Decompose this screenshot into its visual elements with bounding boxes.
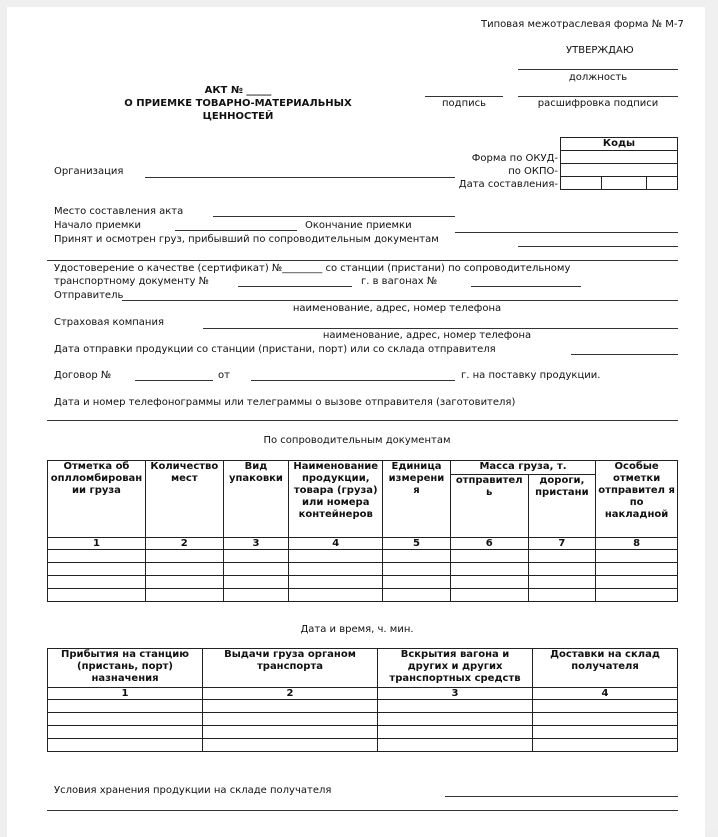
scrollbar[interactable] bbox=[705, 0, 718, 829]
start-label: Начало приемки bbox=[54, 220, 141, 231]
okud-label: Форма по ОКУД- bbox=[471, 153, 558, 164]
table1-caption: По сопроводительным документам bbox=[263, 435, 451, 446]
col-delivery-header: Доставки на склад получателя bbox=[533, 649, 678, 688]
okud-cell[interactable] bbox=[561, 151, 678, 164]
act-title: АКТ № _____ bbox=[204, 85, 272, 96]
wagons-label: г. в вагонах № bbox=[361, 276, 438, 287]
documents-table bbox=[47, 460, 678, 602]
signature-decode-line[interactable] bbox=[518, 96, 678, 97]
date-label: Дата составления- bbox=[458, 179, 558, 190]
signature-line[interactable] bbox=[425, 96, 503, 97]
table2-number-row: 1 2 3 4 bbox=[48, 688, 678, 700]
position-caption: должность bbox=[568, 72, 628, 83]
contract-from-label: от bbox=[218, 370, 230, 381]
accepted-field[interactable] bbox=[518, 246, 678, 247]
position-line[interactable] bbox=[518, 69, 678, 70]
col-unit-header: Единица измерени я bbox=[383, 461, 451, 538]
okpo-cell[interactable] bbox=[561, 164, 678, 177]
date-cell-1[interactable] bbox=[561, 177, 602, 190]
approve-label: УТВЕРЖДАЮ bbox=[566, 45, 634, 56]
start-field[interactable] bbox=[175, 230, 297, 231]
table-row[interactable] bbox=[48, 713, 678, 726]
col-product-header: Наименование продукции, товара (груза) или номера контейнеров bbox=[289, 461, 383, 538]
table-row[interactable] bbox=[48, 726, 678, 739]
date-cell-3[interactable] bbox=[647, 177, 678, 190]
okpo-label: по ОКПО- bbox=[508, 166, 558, 177]
organization-label: Организация bbox=[54, 166, 124, 177]
sender-label: Отправитель bbox=[54, 290, 124, 301]
col-notes-header: Особые отметки отправител я по накладной bbox=[596, 461, 678, 538]
contract-label: Договор № bbox=[54, 370, 112, 381]
col-arrival-header: Прибытия на станцию (пристань, порт) назначения bbox=[48, 649, 203, 688]
end-field[interactable] bbox=[455, 232, 678, 233]
table-row[interactable] bbox=[48, 563, 678, 576]
sender-field[interactable] bbox=[122, 300, 678, 301]
organization-field[interactable] bbox=[145, 177, 455, 178]
certificate-label: Удостоверение о качестве (сертификат) №________ со станции (пристани) по сопроводительному bbox=[54, 263, 571, 274]
table-row[interactable] bbox=[48, 576, 678, 589]
table2-caption: Дата и время, ч. мин. bbox=[300, 624, 414, 635]
contract-suffix: г. на поставку продукции. bbox=[461, 370, 601, 381]
place-field[interactable] bbox=[213, 216, 455, 217]
ship-date-field[interactable] bbox=[571, 354, 678, 355]
table-row[interactable] bbox=[48, 589, 678, 602]
transport-document-field[interactable] bbox=[238, 286, 352, 287]
insurance-field[interactable] bbox=[203, 328, 678, 329]
col-places-header: Количество мест bbox=[145, 461, 223, 538]
signature-caption: подпись bbox=[442, 98, 486, 109]
table-row[interactable] bbox=[48, 739, 678, 752]
col-opening-header: Вскрытия вагона и других и других транспортных средств bbox=[378, 649, 533, 688]
storage-field[interactable] bbox=[445, 796, 678, 797]
place-label: Место составления акта bbox=[54, 206, 184, 217]
date-cell-2[interactable] bbox=[602, 177, 647, 190]
table-row[interactable] bbox=[48, 700, 678, 713]
contract-date-field[interactable] bbox=[251, 380, 455, 381]
wagons-field[interactable] bbox=[471, 286, 581, 287]
accepted-label: Принят и осмотрен груз, прибывший по сопроводительным документам bbox=[54, 234, 439, 245]
end-label: Окончание приемки bbox=[305, 220, 412, 231]
table-row[interactable] bbox=[48, 550, 678, 563]
ship-date-label: Дата отправки продукции со станции (пристани, порт) или со склада отправителя bbox=[54, 344, 496, 355]
act-subtitle: О ПРИЕМКЕ ТОВАРНО-МАТЕРИАЛЬНЫХ bbox=[124, 98, 352, 109]
codes-table bbox=[560, 137, 678, 190]
act-subtitle-2: ЦЕННОСТЕЙ bbox=[202, 111, 274, 122]
datetime-table bbox=[47, 648, 678, 752]
document-page bbox=[7, 7, 705, 837]
telegram-field[interactable] bbox=[47, 420, 678, 421]
contract-number-field[interactable] bbox=[135, 380, 213, 381]
form-type: Типовая межотраслевая форма № М-7 bbox=[481, 19, 684, 30]
telegram-label: Дата и номер телефонограммы или телеграммы о вызове отправителя (заготовителя) bbox=[54, 397, 516, 408]
storage-field-continued[interactable] bbox=[47, 810, 678, 811]
insurance-caption: наименование, адрес, номер телефона bbox=[322, 330, 532, 341]
col-seal-header: Отметка об оплломбирован ии груза bbox=[48, 461, 146, 538]
accepted-field-continued[interactable] bbox=[47, 260, 678, 261]
codes-header: Коды bbox=[561, 138, 678, 151]
signature-decode-caption: расшифровка подписи bbox=[537, 98, 659, 109]
table1-number-row: 1 2 3 4 5 6 7 8 bbox=[48, 538, 678, 550]
sender-caption: наименование, адрес, номер телефона bbox=[292, 303, 502, 314]
transport-document-label: транспортному документу № bbox=[54, 276, 210, 287]
col-mass-sender-header: отправител ь bbox=[450, 475, 528, 538]
mass-group-header: Масса груза, т. bbox=[450, 461, 595, 475]
insurance-label: Страховая компания bbox=[54, 317, 164, 328]
col-packaging-header: Вид упаковки bbox=[223, 461, 289, 538]
col-mass-road-header: дороги, пристани bbox=[528, 475, 596, 538]
storage-label: Условия хранения продукции на складе получателя bbox=[54, 785, 332, 796]
col-issue-header: Выдачи груза органом транспорта bbox=[203, 649, 378, 688]
